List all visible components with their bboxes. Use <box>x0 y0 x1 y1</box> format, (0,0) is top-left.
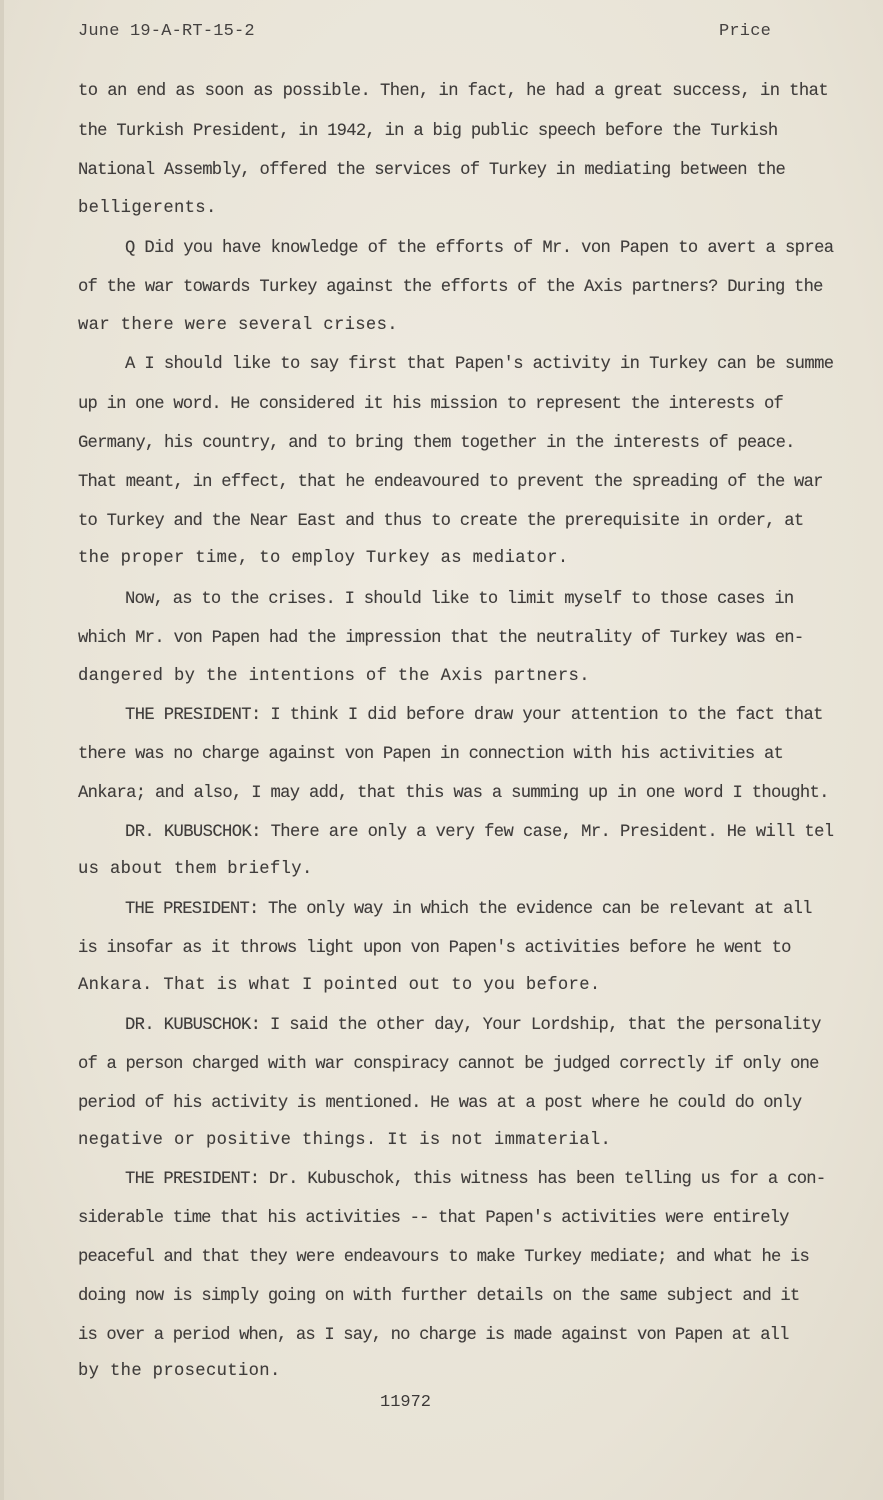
text-line: up in one word. He considered it his mission to represent the interests of <box>78 395 784 414</box>
header-reference: June 19-A-RT-15-2 <box>78 22 255 41</box>
header-witness-name: Price <box>719 22 772 41</box>
text-line: the Turkish President, in 1942, in a big public speech before the Turkish <box>78 122 778 141</box>
text-line: to Turkey and the Near East and thus to create the prerequisite in order, at <box>78 512 804 531</box>
text-line: period of his activity is mentioned. He was at a post where he could do only <box>78 1094 802 1113</box>
page-number: 11972 <box>380 1393 432 1412</box>
text-line: THE PRESIDENT: The only way in which the evidence can be relevant at all <box>125 900 812 919</box>
text-line: war there were several crises. <box>78 316 398 335</box>
text-line: doing now is simply going on with further details on the same subject and it <box>78 1287 800 1306</box>
text-line: THE PRESIDENT: I think I did before draw your attention to the fact that <box>125 706 823 725</box>
text-line: to an end as soon as possible. Then, in fact, he had a great success, in that <box>78 82 829 101</box>
page-edge <box>0 0 4 1500</box>
text-line: is over a period when, as I say, no charge is made against von Papen at all <box>78 1326 789 1345</box>
text-line: A I should like to say first that Papen's activity in Turkey can be summe <box>125 355 834 374</box>
text-line: Ankara. That is what I pointed out to you before. <box>78 976 601 995</box>
text-line: dangered by the intentions of the Axis partners. <box>78 667 590 686</box>
text-line: That meant, in effect, that he endeavoured to prevent the spreading of the war <box>78 473 823 492</box>
text-line: there was no charge against von Papen in connection with his activities at <box>78 745 784 764</box>
text-line: by the prosecution. <box>78 1362 281 1381</box>
text-line: Q Did you have knowledge of the efforts of Mr. von Papen to avert a sprea <box>125 239 834 258</box>
text-line: us about them briefly. <box>78 860 313 879</box>
text-line: peaceful and that they were endeavours to make Turkey mediate; and what he is <box>78 1248 809 1267</box>
text-line: of a person charged with war conspiracy cannot be judged correctly if only one <box>78 1055 819 1074</box>
text-line: belligerents. <box>78 199 217 218</box>
text-line: DR. KUBUSCHOK: There are only a very few case, Mr. President. He will tel <box>125 823 834 842</box>
text-line: the proper time, to employ Turkey as mediator. <box>78 549 569 568</box>
text-line: negative or positive things. It is not immaterial. <box>78 1131 612 1150</box>
text-line: siderable time that his activities -- that Papen's activities were entirely <box>78 1209 789 1228</box>
text-line: THE PRESIDENT: Dr. Kubuschok, this witness has been telling us for a con- <box>125 1170 826 1189</box>
text-line: of the war towards Turkey against the efforts of the Axis partners? During the <box>78 278 823 297</box>
text-line: which Mr. von Papen had the impression that the neutrality of Turkey was en- <box>78 629 804 648</box>
text-line: National Assembly, offered the services of Turkey in mediating between the <box>78 161 786 180</box>
text-line: DR. KUBUSCHOK: I said the other day, Your Lordship, that the personality <box>125 1016 821 1035</box>
text-line: Ankara; and also, I may add, that this was a summing up in one word I thought. <box>78 784 829 803</box>
text-line: is insofar as it throws light upon von Papen's activities before he went to <box>78 939 791 958</box>
text-line: Germany, his country, and to bring them together in the interests of peace. <box>78 434 795 453</box>
text-line: Now, as to the crises. I should like to limit myself to those cases in <box>125 590 794 609</box>
